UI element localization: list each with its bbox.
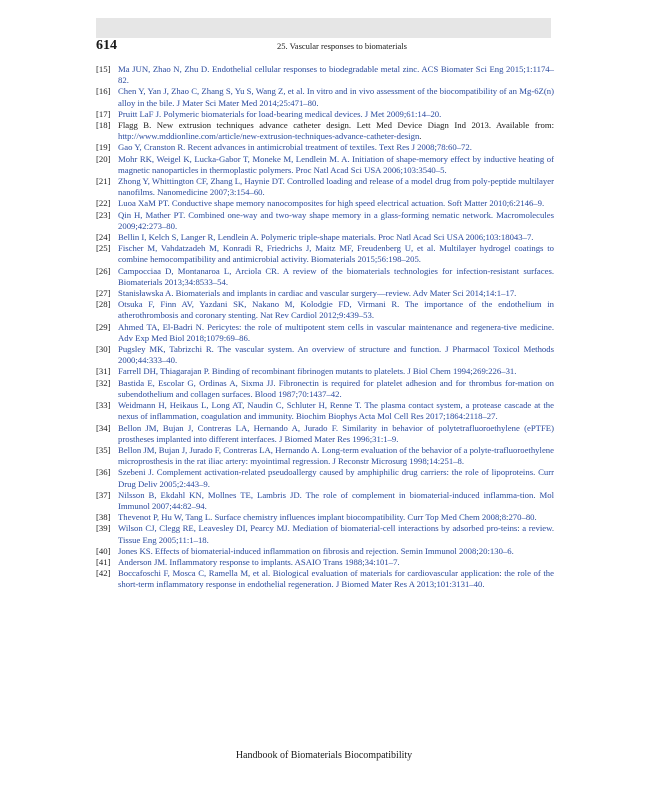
reference-item [96, 243, 554, 265]
reference-citation: Fischer M, Vahdatzadeh M, Konradi R, Friedrichs J, Maitz MF, Freudenberg U, et al. Multilayer hydrogel coatings to combine hemocompatibility and antimicrobial activity. Biomaterials 2015;56:198–205. [118, 243, 554, 265]
reference-citation: Flagg B. New extrusion techniques advance catheter design. Lett Med Device Diagn Ind 2013. Available from: [118, 120, 554, 131]
page-number: 614 [96, 38, 117, 53]
reference-citation: Farrell DH, Thiagarajan P. Binding of recombinant fibrinogen mutants to platelets. J Biol Chem 1994;269:226–31. [118, 366, 517, 377]
reference-list [96, 64, 554, 591]
reference-text[interactable] [118, 109, 554, 120]
reference-item [96, 322, 554, 344]
reference-citation: Mohr RK, Weigel K, Lucka-Gabor T, Moneke M, Lendlein M. A. Initiation of shape-memory effect by inductive heating of magnetic nanoparticles in thermoplastic polymers. Proc Natl Acad Sci USA 2006;103:3540–5. [118, 153, 554, 175]
reference-citation: Weidmann H, Heikaus L, Long AT, Naudin C, Schluter H, Renne T. The plasma contact system, a protease cascade at the nexus of inflammation, coagulation and immunity. Biochim Biophys Acta Mol Cell Res 2017;1864:2118–27. [118, 400, 554, 422]
reference-citation: Boccafoschi F, Mosca C, Ramella M, et al. Biological evaluation of materials for cardiovascular application: the role of the short-term inflammatory response in endothelial regeneration. J Biomed Mater Res A 2013;101:3131–40. [118, 568, 554, 590]
reference-number: [41] [96, 556, 111, 567]
reference-item [96, 445, 554, 467]
reference-item [96, 86, 554, 108]
reference-citation: Ahmed TA, El-Badri N. Pericytes: the role of multipotent stem cells in vascular maintenance and regenera-tive medicine. Adv Exp Med Biol 2018;1079:69–86. [118, 321, 554, 343]
header-band [96, 18, 551, 38]
reference-number: [30] [96, 344, 111, 355]
reference-number: [37] [96, 489, 111, 500]
reference-citation: Stanisławska A. Biomaterials and implants in cardiac and vascular surgery—review. Adv Mater Sci 2014;14:1–17. [118, 288, 517, 299]
reference-number: [19] [96, 142, 111, 153]
reference-number: [36] [96, 467, 111, 478]
reference-item [96, 523, 554, 545]
reference-text[interactable] [118, 243, 554, 265]
reference-number: [33] [96, 400, 111, 411]
reference-citation: Zhong Y, Whittington CF, Zhang L, Haynie DT. Controlled loading and release of a model drug from poly-peptide multilayer nanofilms. Nanomedicine 2007;3:154–60. [118, 176, 554, 198]
reference-citation: Luoa XaM PT. Conductive shape memory nanocomposites for high speed electrical actuation. Soft Matter 2010;6:2146–9. [118, 198, 545, 209]
reference-citation: Qin H, Mather PT. Combined one-way and two-way shape memory in a glass-forming nematic network. Macromolecules 2009;42:273–80. [118, 209, 554, 231]
reference-number: [40] [96, 545, 111, 556]
reference-text[interactable] [118, 523, 554, 545]
reference-citation: Bastida E, Escolar G, Ordinas A, Sixma JJ. Fibronectin is required for platelet adhesion and for thrombus for-mation on subendothelium and collagen surfaces. Blood 1987;70:1437–42. [118, 377, 554, 399]
reference-text[interactable] [118, 210, 554, 232]
reference-number: [15] [96, 64, 111, 74]
reference-item [96, 557, 554, 568]
reference-number: [22] [96, 198, 111, 209]
reference-citation: Pugsley MK, Tabrizchi R. The vascular system. An overview of structure and function. J Pharmacol Toxicol Methods 2000;44:333–40. [118, 344, 554, 366]
reference-number: [24] [96, 232, 111, 243]
reference-text[interactable] [118, 490, 554, 512]
reference-text[interactable] [118, 299, 554, 321]
reference-text[interactable] [118, 322, 554, 344]
reference-number: [38] [96, 512, 111, 523]
reference-number: [23] [96, 209, 111, 220]
reference-number: [27] [96, 288, 111, 299]
reference-number: [26] [96, 265, 111, 276]
reference-text[interactable] [118, 86, 554, 108]
reference-number: [35] [96, 444, 111, 455]
reference-text[interactable] [118, 198, 554, 209]
reference-item [96, 120, 554, 142]
reference-citation: Bellon JM, Bujan J, Jurado F, Contreras LA, Hernando A. Long-term evaluation of the behavior of a polyte-trafluoroethylene microprosthesis in the rat iliac artery: myointimal regression. J Reconstr Microsurg 1998;14:251–8. [118, 444, 554, 467]
reference-url-link[interactable]: http://www.mddionline.com/article/new-extrusion-techniques-advance-catheter-design [118, 131, 420, 142]
reference-item [96, 467, 554, 489]
reference-text [118, 120, 554, 142]
reference-citation: Otsuka F, Finn AV, Yazdani SK, Nakano M, Kolodgie FD, Virmani R. The importance of the endothelium in atherothrombosis and coronary stenting. Nat Rev Cardiol 2012;9:439–53. [118, 299, 554, 321]
reference-citation: Thevenot P, Hu W, Tang L. Surface chemistry influences implant biocompatibility. Curr Top Med Chem 2008;8:270–80. [118, 512, 537, 523]
reference-number: [20] [96, 153, 111, 164]
reference-item [96, 423, 554, 445]
reference-text[interactable] [118, 546, 554, 557]
reference-number: [18] [96, 120, 111, 131]
reference-number: [39] [96, 523, 111, 534]
reference-text[interactable] [118, 423, 554, 445]
reference-item [96, 210, 554, 232]
reference-number: [21] [96, 176, 111, 187]
reference-citation: Gao Y, Cranston R. Recent advances in antimicrobial treatment of textiles. Text Res J 2008;78:60–72. [118, 142, 472, 153]
reference-number: [29] [96, 321, 111, 332]
reference-text[interactable] [118, 154, 554, 176]
reference-item [96, 378, 554, 400]
reference-number: [17] [96, 108, 111, 119]
reference-number: [16] [96, 86, 111, 97]
reference-item [96, 400, 554, 422]
reference-number: [31] [96, 366, 111, 377]
reference-url-suffix: . [419, 131, 422, 142]
reference-item [96, 109, 554, 120]
reference-text[interactable] [118, 366, 554, 377]
reference-item [96, 176, 554, 198]
reference-text[interactable] [118, 467, 554, 489]
reference-text[interactable] [118, 568, 554, 590]
reference-citation: Nilsson B, Ekdahl KN, Mollnes TE, Lambris JD. The role of complement in biomaterial-induced inflamma-tion. Mol Immunol 2007;44:82–94. [118, 489, 554, 511]
reference-text[interactable] [118, 176, 554, 198]
reference-text[interactable] [118, 400, 554, 422]
reference-citation: Chen Y, Yan J, Zhao C, Zhang S, Yu S, Wang Z, et al. In vitro and in vivo assessment of the biocompatibility of an Mg-6Z(n) alloy in the bile. J Mater Sci Mater Med 2014;25:471–80. [118, 86, 554, 108]
reference-item [96, 512, 554, 523]
reference-text[interactable] [118, 142, 554, 153]
reference-citation: Szebeni J. Complement activation-related pseudoallergy caused by amphiphilic drug carriers: the role of lipoproteins. Curr Drug Deliv 2005;2:443–9. [118, 467, 554, 489]
reference-number: [32] [96, 377, 111, 388]
reference-text[interactable] [118, 64, 554, 86]
reference-text[interactable] [118, 557, 554, 568]
reference-citation: Campocciaa D, Montanaroa L, Arciola CR. A review of the biomaterials technologies for infection-resistant surfaces. Biomaterials 2013;34:8533–54. [118, 265, 554, 287]
reference-citation: Jones KS. Effects of biomaterial-induced inflammation on fibrosis and rejection. Semin Immunol 2008;20:130–6. [118, 545, 514, 556]
reference-text[interactable] [118, 512, 554, 523]
reference-citation: Wilson CJ, Clegg RE, Leavesley DI, Pearcy MJ. Mediation of biomaterial-cell interactions by adsorbed pro-teins: a review. Tissue Eng 2005;11:1–18. [118, 523, 554, 545]
reference-citation: Anderson JM. Inflammatory response to implants. ASAIO Trans 1988;34:101–7. [118, 556, 400, 567]
reference-item [96, 266, 554, 288]
reference-item [96, 344, 554, 366]
reference-item [96, 366, 554, 377]
reference-citation: Pruitt LaF J. Polymeric biomaterials for load-bearing medical devices. J Met 2009;61:14–20. [118, 108, 442, 119]
reference-text[interactable] [118, 266, 554, 288]
reference-text[interactable] [118, 288, 554, 299]
reference-item [96, 288, 554, 299]
reference-citation: Bellon JM, Bujan J, Contreras LA, Hernando A, Jurado F. Similarity in behavior of polytetrafluoroethylene (ePTFE) prostheses implanted into different interfaces. J Biomed Mater Res 1996;31:1–9. [118, 422, 554, 444]
reference-citation: Ma JUN, Zhao N, Zhu D. Endothelial cellular responses to biodegradable metal zinc. ACS Biomater Sci Eng 2015;1:1174–82. [118, 64, 554, 86]
reference-number: [25] [96, 243, 111, 254]
reference-citation: Bellin I, Kelch S, Langer R, Lendlein A. Polymeric triple-shape materials. Proc Natl Acad Sci USA 2006;103:18043–7. [118, 232, 534, 243]
reference-text[interactable] [118, 445, 554, 467]
reference-item [96, 64, 554, 86]
reference-text[interactable] [118, 232, 554, 243]
reference-number: [34] [96, 422, 111, 433]
reference-item [96, 232, 554, 243]
running-head: 25. Vascular responses to biomaterials [277, 41, 407, 51]
footer-book-title: Handbook of Biomaterials Biocompatibility [235, 750, 413, 761]
reference-number: [42] [96, 568, 111, 579]
reference-text[interactable] [118, 344, 554, 366]
reference-item [96, 154, 554, 176]
reference-item [96, 142, 554, 153]
reference-item [96, 546, 554, 557]
reference-item [96, 299, 554, 321]
reference-number: [28] [96, 299, 111, 310]
reference-item [96, 568, 554, 590]
reference-item [96, 490, 554, 512]
reference-item [96, 198, 554, 209]
reference-text[interactable] [118, 378, 554, 400]
